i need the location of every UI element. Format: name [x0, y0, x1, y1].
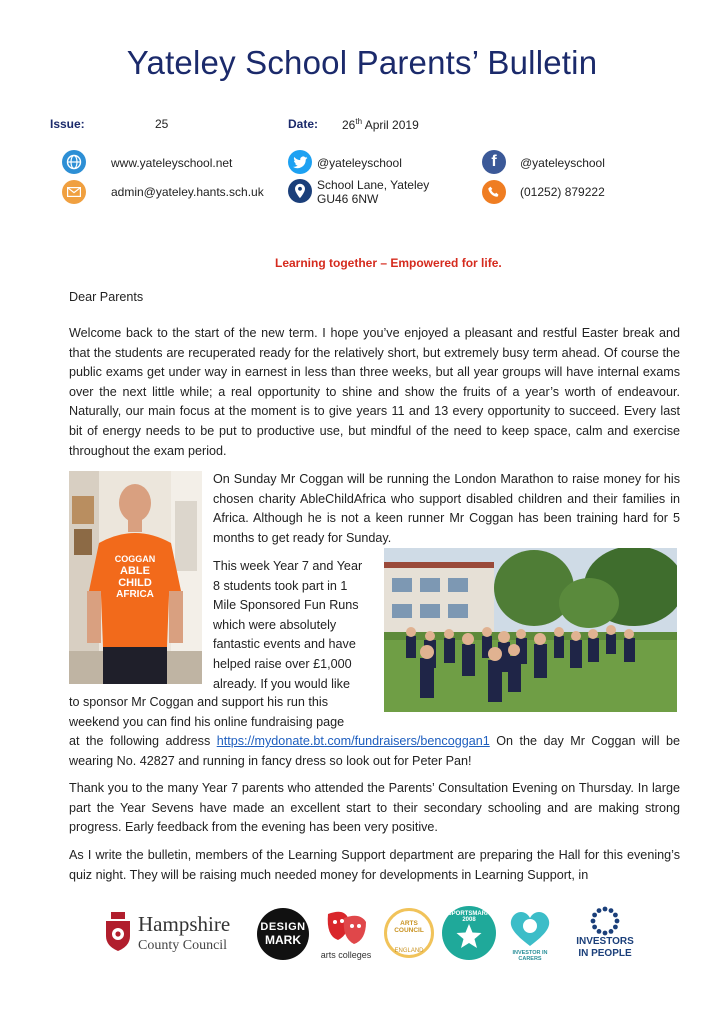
fundraising-link[interactable]: https://mydonate.bt.com/fundraisers/bencoggan1 — [216, 734, 490, 748]
phone-number[interactable]: (01252) 879222 — [520, 185, 605, 199]
arts-colleges-label: arts colleges — [320, 950, 372, 960]
globe-icon — [62, 150, 86, 174]
date-label: Date: — [288, 117, 319, 131]
design-mark-line2: MARK — [265, 933, 301, 947]
address-line2: GU46 6NW — [317, 192, 379, 206]
shirt-line2: ABLE — [120, 565, 150, 577]
location-pin-icon — [288, 179, 312, 203]
design-mark-logo — [257, 908, 309, 960]
hampshire-line2: County Council — [138, 938, 228, 953]
design-mark-line1: DESIGN — [260, 921, 306, 933]
link-outro: On the day Mr Coggan will be wearing No. 42827 and running in fancy dress so look out for Peter Pan! — [69, 734, 680, 768]
iip-ring-icon — [590, 906, 620, 936]
hampshire-crest-icon — [104, 912, 132, 952]
iip-line1: INVESTORS — [576, 936, 634, 947]
twitter-handle[interactable]: @yateleyschool — [317, 156, 402, 170]
star-icon — [455, 922, 483, 950]
paragraph-marathon: On Sunday Mr Coggan will be running the London Marathon to raise money for his chosen charity AbleChildAfrica who support disabled children and their families in Africa. Although he is not a keen runner Mr Coggan has been training hard for 5 months to get ready for Sunday. — [213, 472, 680, 545]
masks-icon — [324, 908, 368, 948]
issue-value: 25 — [155, 117, 169, 131]
arts-colleges-logo — [318, 908, 374, 966]
phone-icon — [482, 180, 506, 204]
issue-label: Issue: — [50, 117, 85, 131]
school-motto: Learning together – Empowered for life. — [275, 256, 502, 270]
date-day: 26 — [342, 118, 356, 132]
link-intro: at the following address — [69, 734, 217, 748]
shirt-text — [103, 553, 167, 601]
twitter-icon — [288, 150, 312, 174]
iip-text — [570, 936, 640, 960]
email-link[interactable]: admin@yateley.hants.sch.uk — [111, 185, 264, 199]
arts-council-line1: ARTS COUNCIL — [394, 920, 424, 934]
paragraph-consultation: Thank you to the many Year 7 parents who attended the Parents’ Consultation Evening on Thursday. In large part the Year Sevens have made an excellent start to their secondary schooling and are making strong progress. Early feedback from the evening has been very positive. — [69, 781, 680, 835]
photo-mr-coggan — [69, 471, 202, 684]
shirt-line3: CHILD — [118, 577, 152, 589]
paragraph-sponsor: to sponsor Mr Coggan and support his run this weekend you can find his online fundraising page — [69, 695, 345, 729]
paragraph-welcome: Welcome back to the start of the new term. I hope you’ve enjoyed a pleasant and restful Easter break and that the students are recuperated ready for the relatively short, but extremely busy term ahead. Of course the public exams get under way in earnest in less than three weeks, but all year groups will have internal exams over the next little while; a real opportunity to shine and show the fruits of a year’s worth of endeavour. Naturally, our main focus at the moment is to give years 11 and 13 every opportunity to succeed. Every last bit of energy needs to be put to productive use, but mindful of the need to keep space, calm and exercise throughout the exam period. — [69, 326, 680, 458]
address-line1: School Lane, Yateley — [317, 178, 430, 192]
sportsmark-logo — [442, 906, 496, 960]
date-suffix: th — [355, 117, 363, 126]
investors-in-people-logo — [570, 906, 640, 964]
sportsmark-label: SPORTSMARK 2008 — [447, 911, 491, 923]
paragraph-fundraising-link — [69, 732, 680, 771]
shirt-line4: AFRICA — [116, 589, 154, 600]
arts-council-line2: ENGLAND — [394, 948, 424, 954]
iip-line2: IN PEOPLE — [578, 948, 632, 959]
paragraph-quiz-night: As I write the bulletin, members of the Learning Support department are preparing the Hall for this evening’s quiz night. They will be raising much needed money for developments in Learning Support, in — [69, 848, 680, 882]
website-link[interactable]: www.yateleyschool.net — [111, 156, 233, 170]
page-title: Yateley School Parents’ Bulletin — [126, 44, 598, 81]
envelope-icon — [62, 180, 86, 204]
investor-in-carers-logo — [504, 908, 556, 964]
hampshire-logo — [104, 910, 244, 958]
address — [317, 178, 429, 206]
shirt-line1: COGGAN — [114, 554, 156, 564]
date-value — [342, 117, 419, 132]
facebook-handle[interactable]: @yateleyschool — [520, 156, 605, 170]
carers-heart-icon — [508, 908, 552, 948]
arts-council-logo — [384, 908, 434, 958]
greeting: Dear Parents — [69, 290, 144, 304]
accreditation-logos — [0, 900, 724, 970]
hampshire-line1: Hampshire — [138, 912, 231, 936]
date-rest: April 2019 — [362, 118, 419, 132]
paragraph-fun-runs: This week Year 7 and Year 8 students took part in 1 Mile Sponsored Fun Runs which were absolutely fantastic events and have helped raise over £1,000 already. If you would like — [213, 559, 363, 691]
facebook-icon: f — [482, 150, 506, 174]
investor-in-carers-label: INVESTOR IN CARERS — [512, 950, 548, 962]
photo-fun-run — [384, 548, 677, 712]
